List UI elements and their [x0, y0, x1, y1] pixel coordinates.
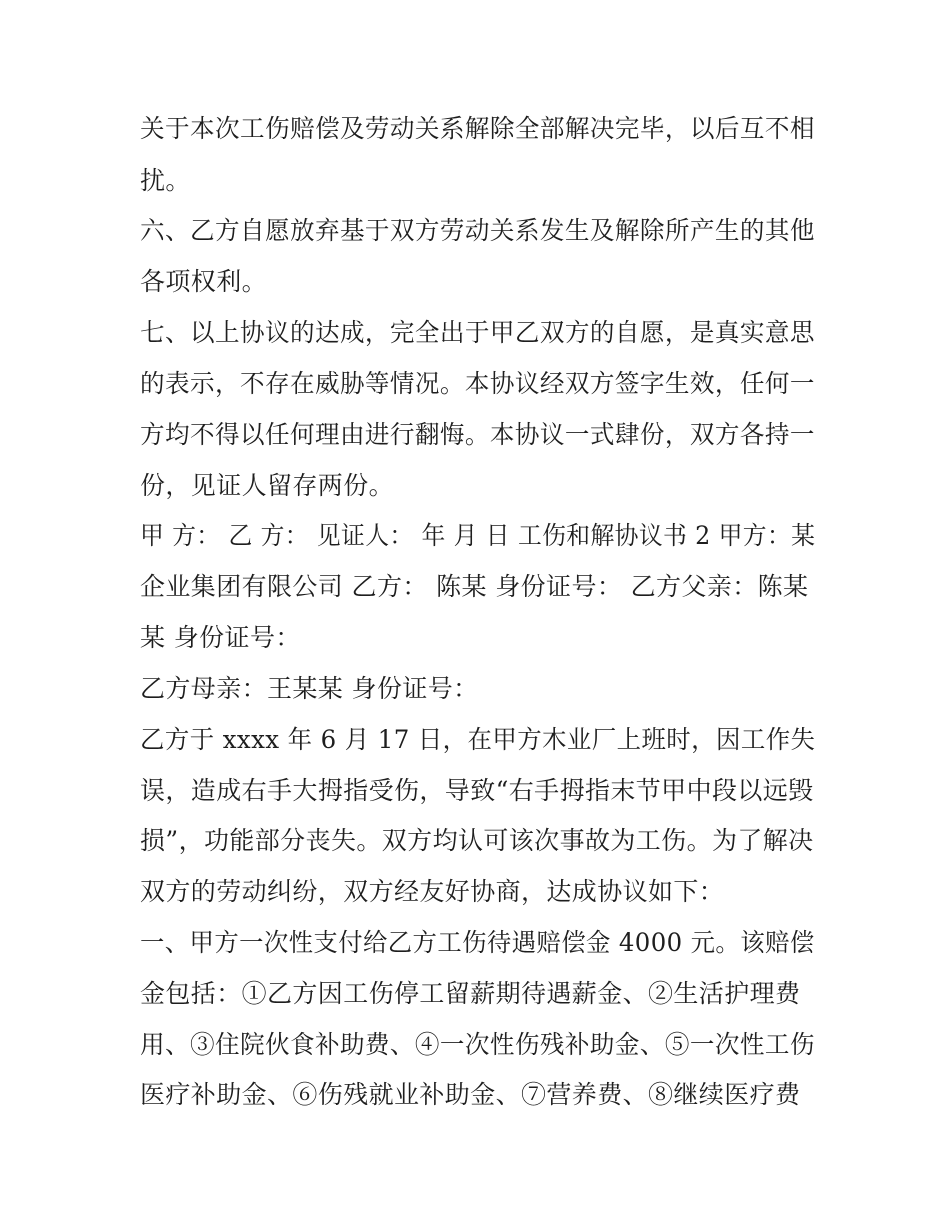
text-line: 六、乙方自愿放弃基于双方劳动关系发生及解除所产生的其他	[140, 216, 815, 245]
text-line: 甲 方： 乙 方： 见证人： 年 月 日 工伤和解协议书 2 甲方：某	[140, 521, 816, 550]
text-line: 一、甲方一次性支付给乙方工伤待遇赔偿金 4000 元。该赔偿	[140, 928, 815, 957]
text-line: 关于本次工伤赔偿及劳动关系解除全部解决完毕，以后互不相	[140, 114, 815, 143]
text-line: 份，见证人留存两份。	[140, 471, 395, 500]
text-line: 损”，功能部分丧失。双方均认可该次事故为工伤。为了解决	[140, 826, 814, 855]
text-line: 乙方母亲：王某某 身份证号：	[140, 674, 479, 703]
text-line: 医疗补助金、⑥伤残就业补助金、⑦营养费、⑧继续医疗费	[140, 1080, 801, 1109]
text-line: 用、③住院伙食补助费、④一次性伤残补助金、⑤一次性工伤	[140, 1030, 815, 1059]
text-line: 方均不得以任何理由进行翻悔。本协议一式肆份，双方各持一	[140, 420, 815, 449]
text-line: 双方的劳动纠纷，双方经友好协商，达成协议如下：	[140, 877, 725, 906]
text-line: 某 身份证号：	[140, 623, 301, 652]
text-line: 七、以上协议的达成，完全出于甲乙双方的自愿，是真实意思	[140, 318, 815, 347]
text-line: 扰。	[140, 166, 191, 195]
text-line: 企业集团有限公司 乙方： 陈某 身份证号： 乙方父亲：陈某	[140, 572, 809, 601]
text-line: 金包括：①乙方因工伤停工留薪期待遇薪金、②生活护理费	[140, 979, 801, 1008]
text-line: 的表示，不存在威胁等情况。本协议经双方签字生效，任何一	[140, 369, 815, 398]
text-line: 各项权利。	[140, 267, 268, 296]
text-line: 乙方于 xxxx 年 6 月 17 日，在甲方木业厂上班时，因工作失	[140, 725, 816, 754]
text-line: 误，造成右手大拇指受伤，导致“右手拇指末节甲中段以远毁	[140, 776, 814, 805]
